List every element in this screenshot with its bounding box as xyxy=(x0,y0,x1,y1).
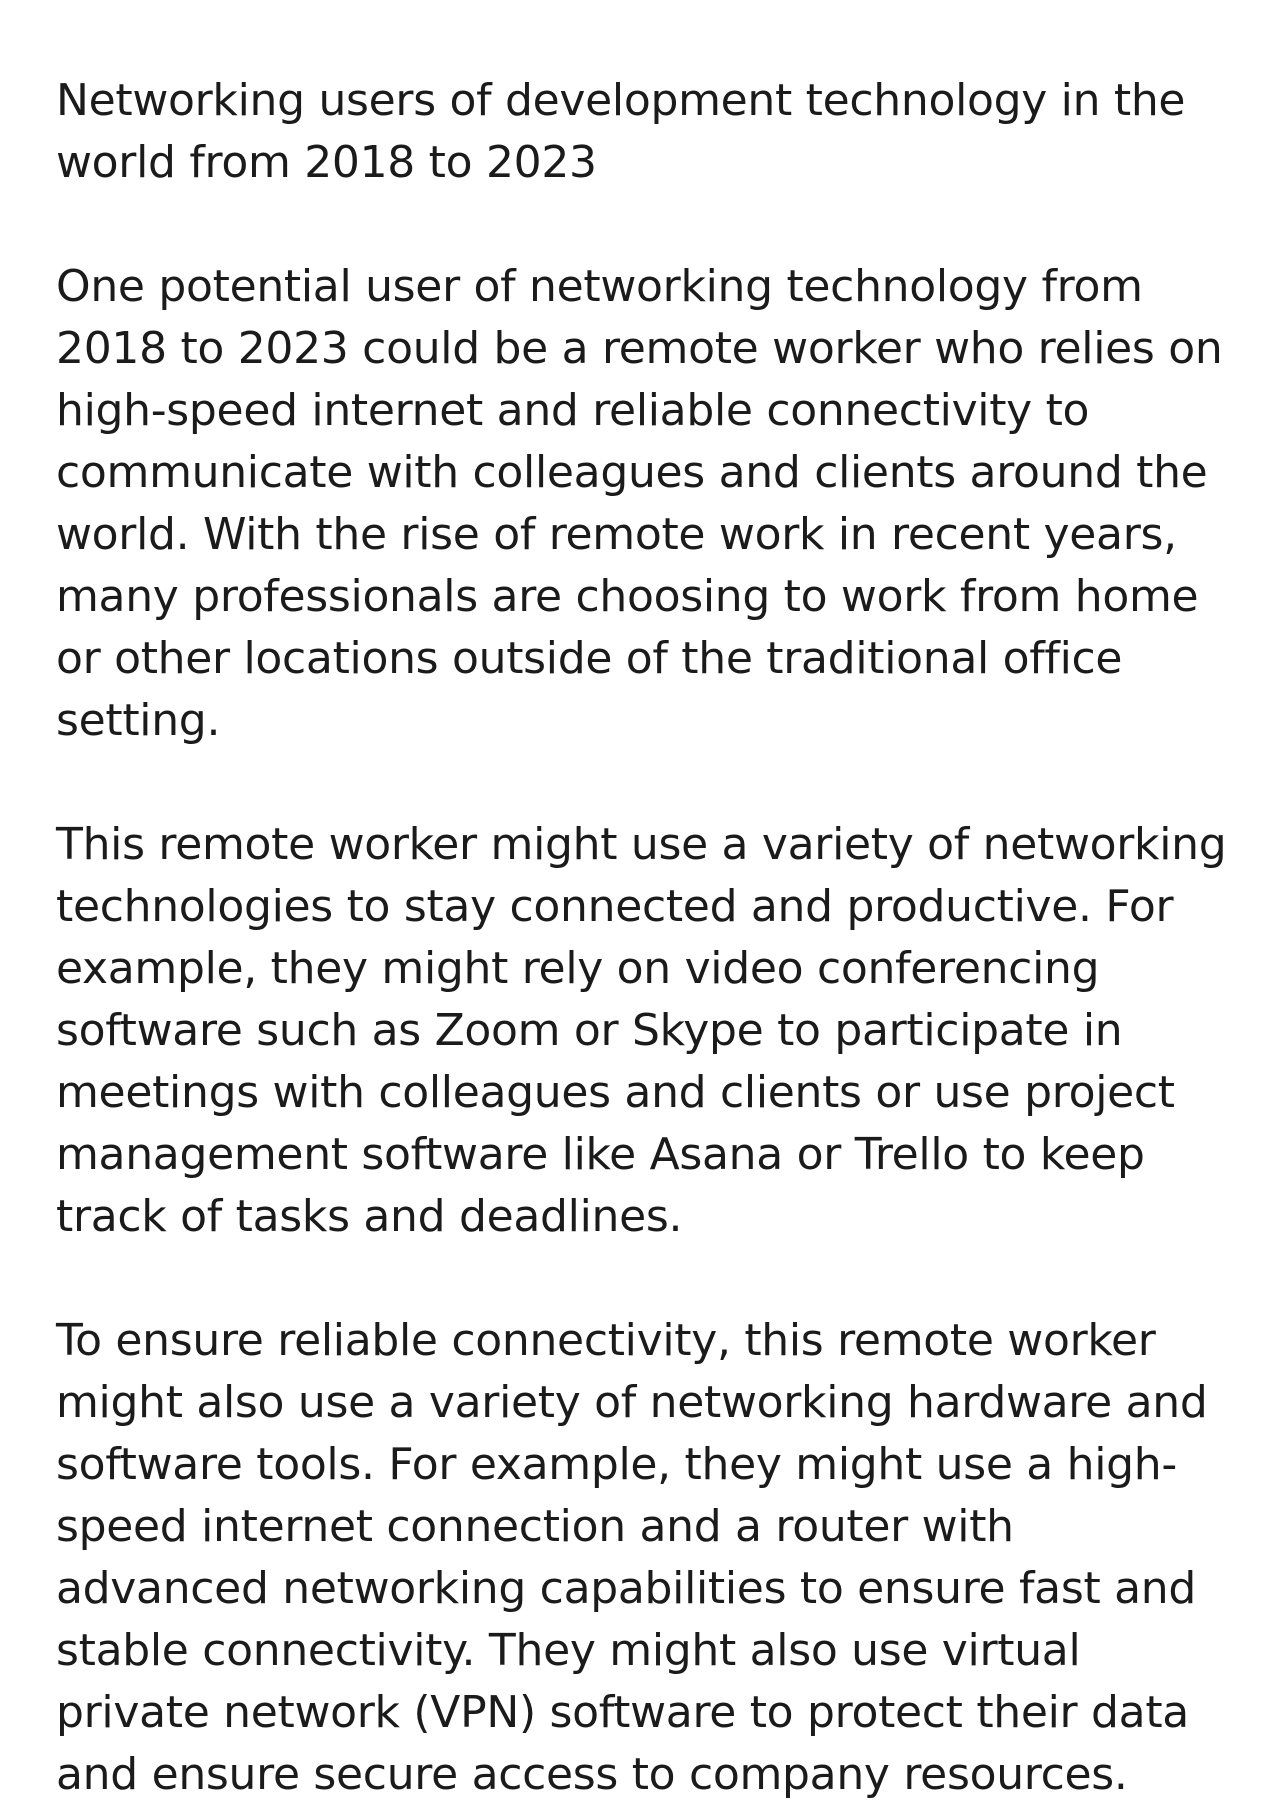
document-title: Networking users of development technology in the world from 2018 to 2023 xyxy=(56,75,1186,188)
document-body xyxy=(56,70,1236,1806)
paragraph-reliable-connectivity: To ensure reliable connectivity, this remote worker might also use a variety of networking hardware and software tools. For example, they might use a high-speed internet connection and a router with advanced networking capabilities to ensure fast and stable connectivity. They might also use virtual private network (VPN) software to protect their data and ensure secure access to company resources. xyxy=(56,1315,1208,1800)
paragraph-remote-worker-intro: One potential user of networking technology from 2018 to 2023 could be a remote worker who relies on high-speed internet and reliable connectivity to communicate with colleagues and clients around the world. With the rise of remote work in recent years, many professionals are choosing to work from home or other locations outside of the traditional office setting. xyxy=(56,261,1223,746)
paragraph-networking-technologies: This remote worker might use a variety of networking technologies to stay connected and productive. For example, they might rely on video conferencing software such as Zoom or Skype to participate in meetings with colleagues and clients or use project management software like Asana or Trello to keep track of tasks and deadlines. xyxy=(56,819,1227,1242)
